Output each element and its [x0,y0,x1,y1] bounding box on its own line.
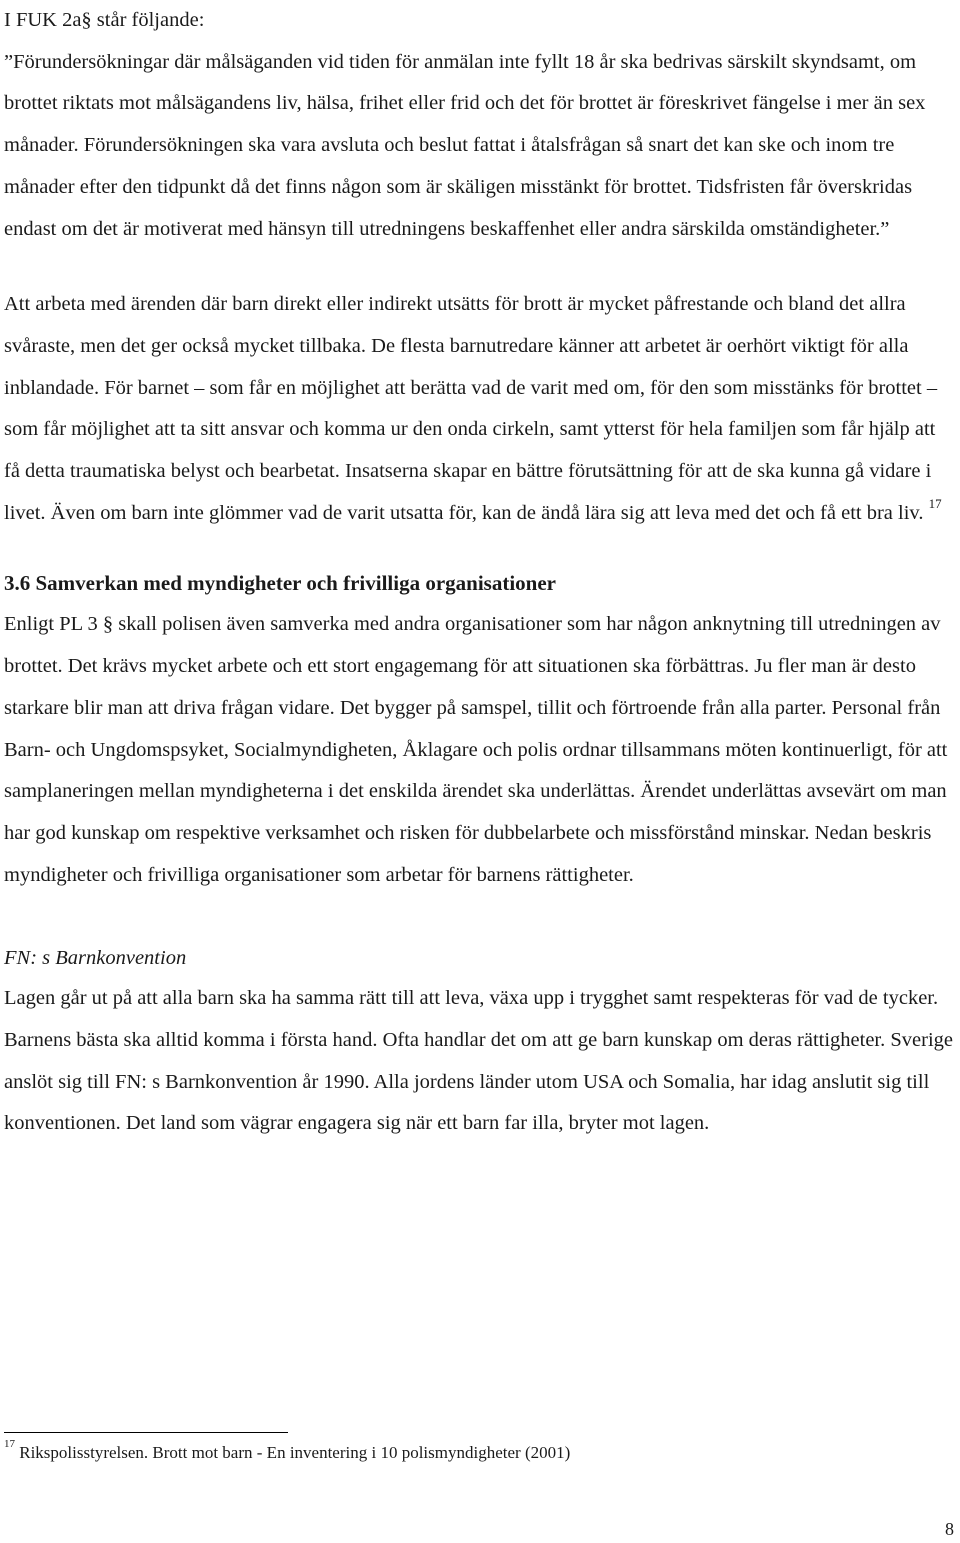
paragraph-convention: Lagen går ut på att alla barn ska ha samma rätt till att leva, växa upp i trygghet samt respekteras för vad de tycker. Barnens bästa ska alltid komma i första hand. Ofta handlar det om att ge barn kunskap om deras rättigheter. Sverige anslöt sig till FN: s Barnkonvention år 1990. Alla jordens länder utom USA och Somalia, har idag anslutit sig till konventionen. Det land som vägrar engagera sig när ett barn far illa, bryter mot lagen. [4,987,953,1135]
footnote-reference[interactable]: 17 [928,495,942,511]
footnote [4,1438,904,1464]
subheading-convention: FN: s Barnkonvention [4,947,187,970]
section-heading [4,564,956,602]
footnote-text: Rikspolisstyrelsen. Brott mot barn - En inventering i 10 polismyndigheter (2001) [19,1443,571,1462]
quote-intro [4,0,956,250]
footnote-number: 17 [4,1438,15,1451]
quote-text: ”Förundersökningar där målsäganden vid tiden för anmälan inte fyllt 18 år ska bedrivas särskilt skyndsamt, om brottet riktats mot målsägandens liv, hälsa, frihet eller frid och det för brottet är föreskrivet fängelse i mer än sex månader. Förundersökningen ska vara avsluta och beslut fattat i åtalsfrågan så snart det kan ske och inom tre månader efter den tidpunkt då det finns någon som är skäligen misstänkt för brottet. Tidsfristen får överskridas endast om det är motiverat med hänsyn till utredningens beskaffenhet eller andra särskilda omständigheter.” [4,50,926,240]
quote-intro-text: I FUK 2a§ står följande: [4,9,205,31]
footnote-divider [4,1432,288,1433]
paragraph-child-cases [4,284,956,534]
section-number: 3.6 [4,571,31,596]
document-page [4,0,956,1145]
paragraph-cooperation: Enligt PL 3 § skall polisen även samverka med andra organisationer som har någon anknytning till utredningen av brottet. Det krävs mycket arbete och ett stort engagemang för att situationen ska förbättras. Ju fler man är desto starkare blir man att driva frågan vidare. Det bygger på samspel, tillit och förtroende från alla parter. Personal från Barn- och Ungdomspsyket, Socialmyndigheten, Åklagare och polis ordnar tillsammans möten kontinuerligt, för att samplaneringen mellan myndigheterna i det enskilda ärendet ska underlättas. Ärendet underlättas avsevärt om man har god kunskap om respektive verksamhet och risken för dubbelarbete och missförstånd minskar. Nedan beskris myndigheter och frivilliga organisationer som arbetar för barnens rättigheter. [4,613,948,886]
paragraph-2-text: Att arbeta med ärenden där barn direkt eller indirekt utsätts för brott är mycket påfrestande och bland det allra svåraste, men det ger också mycket tillbaka. De flesta barnutredare känner att arbetet är oerhört viktigt för alla inblandade. För barnet – som får en möjlighet att berätta vad de varit med om, för den som misstänks för brottet – som får möjlighet att ta sitt ansvar och komma ur den onda cirkeln, samt ytterst för hela familjen som får hjälp att få detta traumatiska belyst och bearbetat. Insatserna skapar en bättre förutsättning för att de ska kunna gå vidare i livet. Även om barn inte glömmer vad de varit utsatta för, kan de ändå lära sig att leva med det och få ett bra liv. [4,293,938,524]
page-number: 8 [945,1519,954,1539]
section-title: Samverkan med myndigheter och frivilliga organisationer [35,571,556,596]
